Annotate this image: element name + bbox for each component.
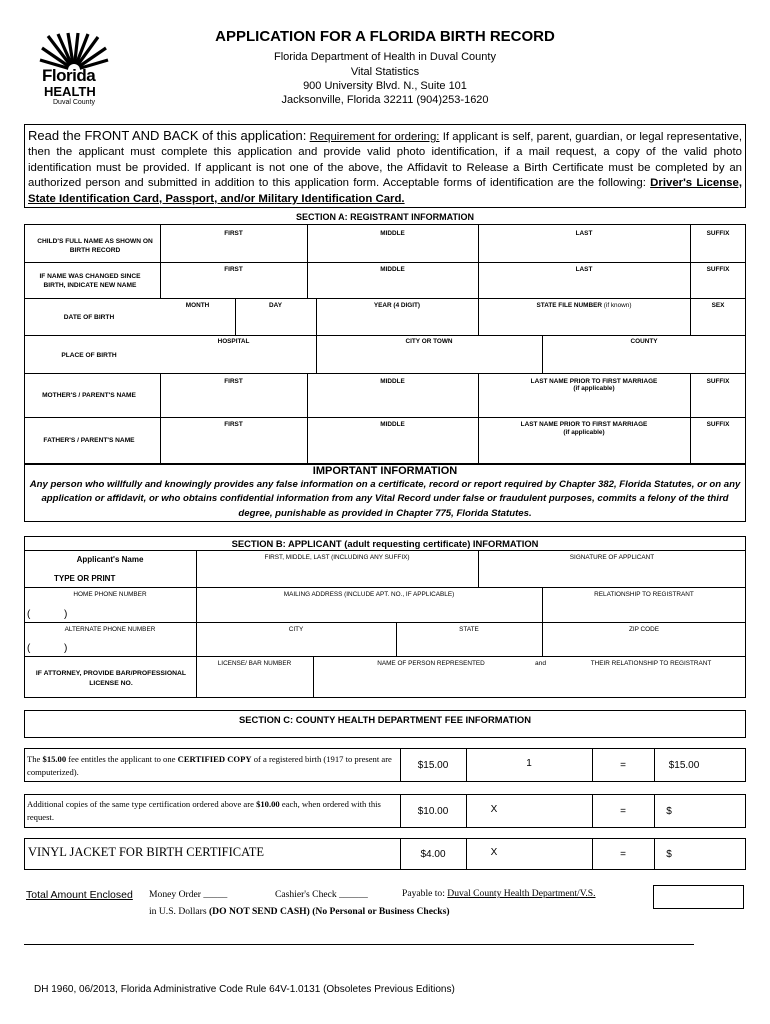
mother-suffix-sub: SUFFIX — [706, 378, 730, 385]
logo-county-text: Duval County — [53, 99, 96, 106]
total-amount-label: Total Amount Enclosed — [26, 889, 133, 901]
important-title: IMPORTANT INFORMATION — [312, 465, 458, 477]
new-first-input[interactable] — [161, 276, 306, 297]
and-text: and — [535, 660, 547, 667]
childs-name-label: CHILD'S FULL NAME AS SHOWN ON BIRTH RECORD — [37, 238, 153, 254]
child-first-sub: FIRST — [224, 230, 243, 237]
father-name-label: FATHER'S / PARENT'S NAME — [43, 437, 135, 444]
child-middle-sub: MIDDLE — [380, 230, 405, 237]
mother-last-label: LAST NAME PRIOR TO FIRST MARRIAGE — [530, 378, 658, 385]
mother-last-input[interactable] — [479, 394, 689, 416]
fee-row2-text — [27, 798, 397, 824]
dob-day-sub: DAY — [269, 302, 282, 309]
relationship-input[interactable] — [543, 600, 745, 621]
state-file-input[interactable] — [479, 312, 689, 334]
fee-row2-equals: = — [620, 806, 626, 817]
alt-phone-input[interactable] — [25, 636, 195, 655]
attorney-label: IF ATTORNEY, PROVIDE BAR/PROFESSIONAL LICENSE NO. — [35, 670, 187, 687]
home-phone-paren-open: ( — [27, 609, 31, 620]
father-middle-input[interactable] — [308, 440, 477, 463]
dob-month-sub: MONTH — [185, 302, 210, 309]
license-input[interactable] — [197, 670, 312, 697]
important-text: Any person who willfully and knowingly provides any false information on a certificate, record or report required by Chapter 382, Florida Statutes, or on any application or affidavit, or who obtains confidential information from any Vital Record under false or fraudulent purposes, commits a felony of the third degree, punishable as provided in Chapter 775, Florida Statutes. — [29, 479, 741, 519]
mother-last-sub — [478, 378, 710, 392]
state-file-label: STATE FILE NUMBER — [536, 302, 602, 309]
their-relationship-input[interactable] — [556, 670, 745, 697]
dob-day-input[interactable] — [236, 312, 315, 334]
section-c-title: SECTION C: COUNTY HEALTH DEPARTMENT FEE INFORMATION — [238, 714, 531, 725]
page-title: APPLICATION FOR A FLORIDA BIRTH RECORD — [215, 28, 555, 45]
father-suffix-sub: SUFFIX — [706, 421, 730, 428]
mailing-address-sub: MAILING ADDRESS (INCLUDE APT. NO., IF APPLICABLE) — [283, 591, 455, 598]
fee-row2-part-a: Additional copies of the same type certification ordered above are — [27, 799, 257, 809]
child-last-sub: LAST — [575, 230, 593, 237]
mother-middle-input[interactable] — [308, 394, 477, 416]
child-last-input[interactable] — [479, 240, 689, 261]
hospital-input[interactable] — [161, 348, 315, 372]
mother-suffix-input[interactable] — [691, 394, 745, 416]
logo-florida-text: Florida — [42, 66, 96, 85]
sex-sub: SEX — [711, 302, 725, 309]
county-sub: COUNTY — [630, 338, 658, 345]
fee-row1-cert: CERTIFIED COPY — [177, 754, 252, 764]
father-if-applicable: (if applicable) — [563, 429, 605, 436]
fee-row1-qty[interactable]: 1 — [526, 758, 532, 769]
father-middle-sub: MIDDLE — [380, 421, 405, 428]
applicant-signature-input[interactable] — [479, 564, 745, 586]
type-or-print-label: TYPE OR PRINT — [54, 574, 116, 583]
father-suffix-input[interactable] — [691, 440, 745, 463]
fee-row1-part-b: fee entitles the applicant to one — [66, 754, 178, 764]
fee-row1-part-a: The — [27, 754, 43, 764]
fee-row1-part-c: of a registered birth (1917 to present are computerized). — [27, 754, 392, 777]
notice-id-list: Driver's License, State Identification Card, Passport, and/or Military Identification Card. — [28, 177, 742, 205]
section-b-title: SECTION B: APPLICANT (adult requesting certificate) INFORMATION — [231, 538, 539, 549]
fee-row1-amount: $15.00 — [42, 754, 67, 764]
alt-phone-paren-close: ) — [64, 643, 68, 654]
payable-to-name: Duval County Health Department/V.S. — [447, 888, 596, 899]
zip-input[interactable] — [543, 636, 745, 655]
header-line-4: Jacksonville, Florida 32211 (904)253-1620 — [281, 94, 489, 106]
signature-sub: SIGNATURE OF APPLICANT — [569, 554, 655, 561]
new-suffix-input[interactable] — [691, 276, 745, 297]
fee-row1-text — [27, 753, 397, 779]
notice-body: If applicant is self, parent, guardian, or legal representative, then the applicant must complete this application and provide valid photo identification, if a mail request, a copy of the valid photo identification must be provided. If applicant is not one of the above, the Affidavit to Release a Birth Certificate must be completed by an authorized person and submitted in addition to this application form. Acceptable forms of identification are the following: — [28, 131, 742, 190]
requirements-notice — [24, 124, 746, 208]
child-suffix-input[interactable] — [691, 240, 745, 261]
relationship-sub: RELATIONSHIP TO REGISTRANT — [594, 591, 694, 598]
payable-to — [402, 888, 596, 899]
home-phone-sub: HOME PHONE NUMBER — [73, 591, 147, 598]
their-relationship-sub: THEIR RELATIONSHIP TO REGISTRANT — [590, 660, 712, 667]
applicant-name-sub: FIRST, MIDDLE, LAST (INCLUDING ANY SUFFIX) — [264, 554, 410, 561]
father-last-input[interactable] — [479, 440, 689, 463]
form-footer: DH 1960, 06/2013, Florida Administrative Code Rule 64V-1.0131 (Obsoletes Previous Editions) — [34, 984, 455, 995]
city-input[interactable] — [197, 636, 395, 655]
logo-health-text: HEALTH — [44, 84, 96, 99]
if-known-note: (if known) — [603, 302, 632, 309]
notice-requirement-label: Requirement for ordering: — [309, 131, 440, 143]
new-suffix-sub: SUFFIX — [706, 266, 730, 273]
currency-note-label: in U.S. Dollars — [149, 906, 209, 917]
mother-first-input[interactable] — [161, 394, 306, 416]
fee-row1-total: $15.00 — [668, 760, 700, 771]
state-file-sub — [478, 302, 690, 309]
county-input[interactable] — [543, 348, 745, 372]
home-phone-input[interactable] — [25, 600, 195, 621]
new-last-input[interactable] — [479, 276, 689, 297]
new-middle-sub: MIDDLE — [380, 266, 405, 273]
new-first-sub: FIRST — [224, 266, 243, 273]
state-sub: STATE — [459, 626, 479, 633]
fee-row2-qty-input[interactable] — [522, 798, 590, 826]
fee-row2-amount: $10.00 — [256, 799, 280, 809]
fee-row1-price: $15.00 — [417, 760, 449, 771]
new-last-sub: LAST — [575, 266, 593, 273]
payable-to-label: Payable to: — [402, 888, 448, 899]
father-first-sub: FIRST — [224, 421, 243, 428]
fee-row2-price: $10.00 — [417, 806, 449, 817]
new-middle-input[interactable] — [308, 276, 477, 297]
dob-year-input[interactable] — [317, 312, 477, 334]
fee-row2-total: $ — [666, 806, 672, 817]
dob-month-input[interactable] — [161, 312, 234, 334]
changed-name-label: IF NAME WAS CHANGED SINCE BIRTH, INDICATE NEW NAME — [39, 273, 141, 289]
total-amount-input[interactable] — [653, 885, 744, 909]
notice-lead: Read the FRONT AND BACK of this application: — [28, 128, 307, 143]
section-a-title: SECTION A: REGISTRANT INFORMATION — [296, 212, 474, 222]
alt-phone-sub: ALTERNATE PHONE NUMBER — [64, 626, 156, 633]
fee-row3-times: X — [490, 847, 498, 858]
sex-input[interactable] — [691, 312, 745, 334]
header-line-2: Vital Statistics — [350, 66, 420, 78]
child-first-input[interactable] — [161, 240, 306, 261]
home-phone-paren-close: ) — [64, 609, 68, 620]
dob-year-sub: YEAR (4 DIGIT) — [373, 302, 421, 309]
mother-if-applicable: (if applicable) — [573, 385, 615, 392]
hospital-sub: HOSPITAL — [217, 338, 250, 345]
fee-row3-qty-input[interactable] — [522, 842, 590, 868]
no-cash-warning: (DO NOT SEND CASH) (No Personal or Business Checks) — [208, 906, 450, 917]
city-town-input[interactable] — [317, 348, 541, 372]
cashiers-check-option[interactable]: Cashier's Check ______ — [275, 889, 368, 900]
applicant-name-input[interactable] — [197, 564, 477, 586]
dob-label: DATE OF BIRTH — [63, 314, 115, 321]
child-suffix-sub: SUFFIX — [706, 230, 730, 237]
mother-middle-sub: MIDDLE — [380, 378, 405, 385]
father-last-label: LAST NAME PRIOR TO FIRST MARRIAGE — [520, 421, 648, 428]
fee-row3-text: VINYL JACKET FOR BIRTH CERTIFICATE — [28, 845, 265, 859]
pob-label: PLACE OF BIRTH — [61, 352, 117, 359]
fee-row3-equals: = — [620, 849, 626, 860]
money-order-option[interactable]: Money Order _____ — [149, 889, 228, 900]
currency-note — [149, 906, 450, 917]
fee-row2-times: X — [490, 804, 498, 815]
fee-row1-equals: = — [620, 760, 626, 771]
represented-sub: NAME OF PERSON REPRESENTED — [377, 660, 485, 667]
applicant-name-label: Applicant's Name — [76, 555, 144, 564]
alt-phone-paren-open: ( — [27, 643, 31, 654]
mother-name-label: MOTHER'S / PARENT'S NAME — [42, 392, 136, 399]
fee-row3-total: $ — [666, 849, 672, 860]
zip-sub: ZIP CODE — [628, 626, 660, 633]
fee-row2-part-b: each, when ordered with this request. — [27, 799, 381, 822]
header-line-1: Florida Department of Health in Duval County — [274, 51, 496, 63]
mother-first-sub: FIRST — [224, 378, 243, 385]
city-sub: CITY — [288, 626, 304, 633]
header-line-3: 900 University Blvd. N., Suite 101 — [303, 80, 467, 92]
fee-row3-price: $4.00 — [420, 849, 446, 860]
mailing-address-input[interactable] — [197, 600, 541, 621]
child-middle-input[interactable] — [308, 240, 477, 261]
father-first-input[interactable] — [161, 440, 306, 463]
father-last-sub — [478, 421, 690, 437]
represented-input[interactable] — [314, 670, 534, 697]
state-input[interactable] — [397, 636, 541, 655]
city-town-sub: CITY OR TOWN — [405, 338, 453, 345]
license-sub: LICENSE/ BAR NUMBER — [217, 660, 292, 667]
